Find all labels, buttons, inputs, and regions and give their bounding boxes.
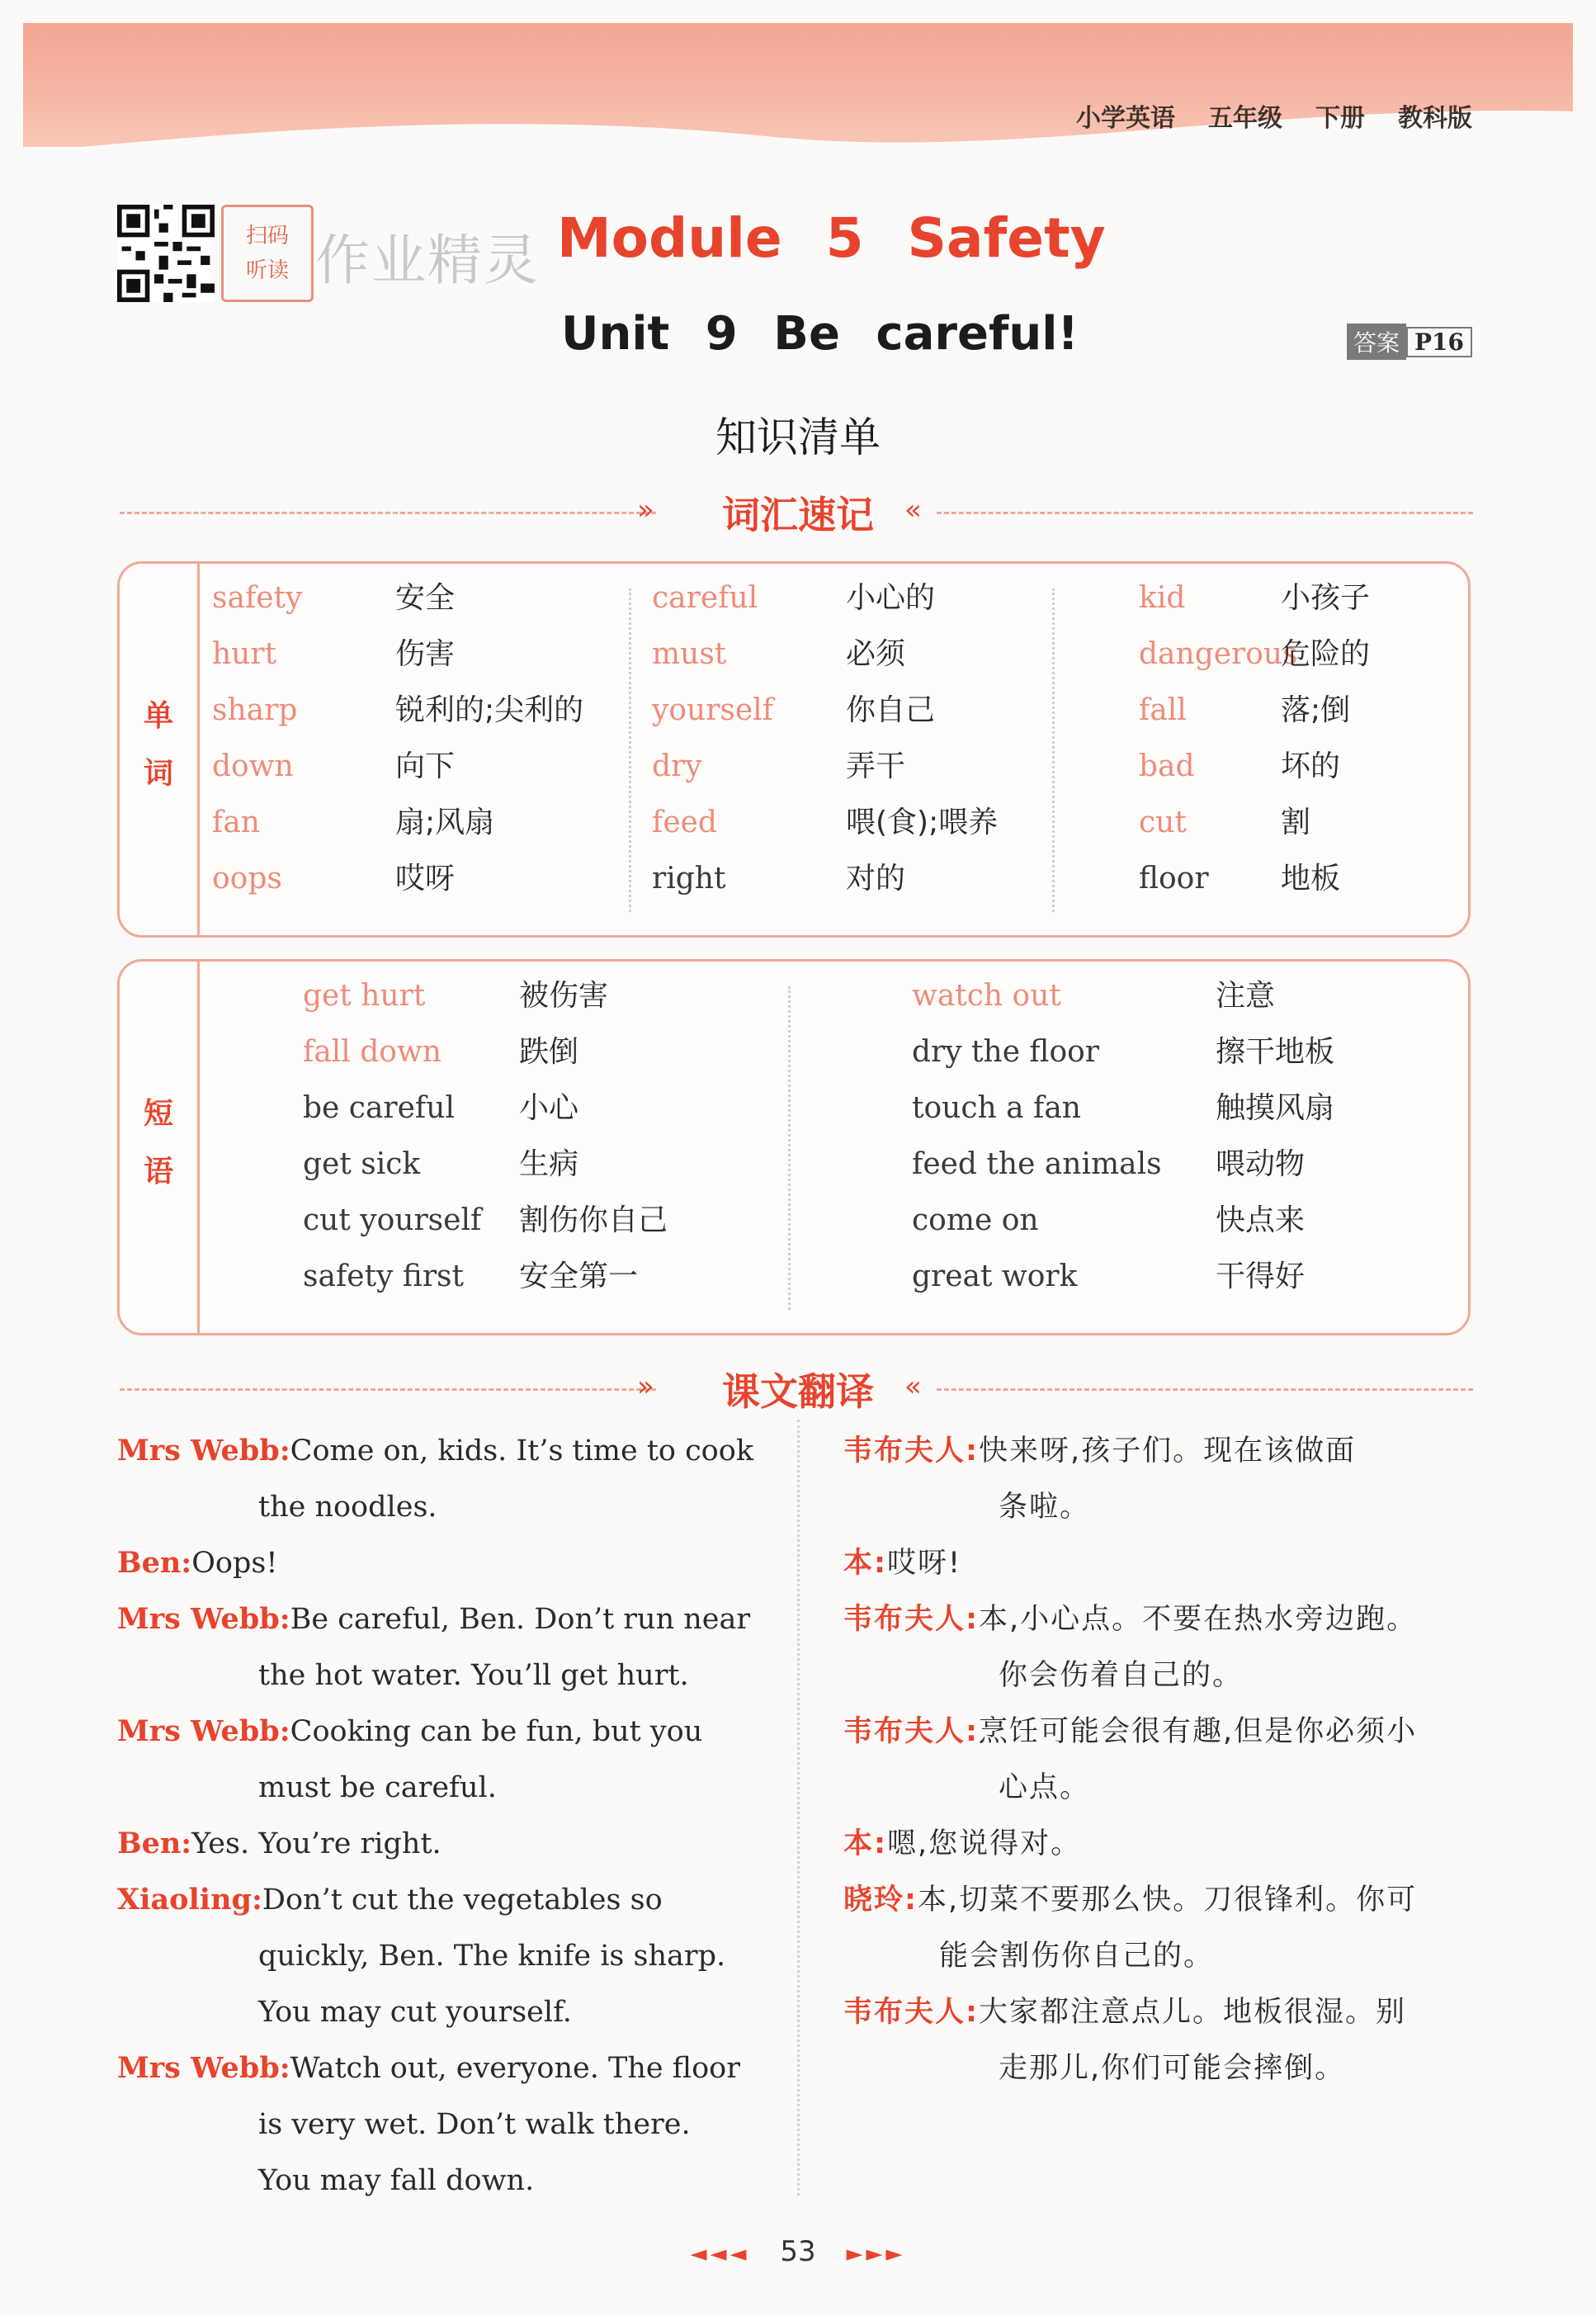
phrases-label-2: 语 <box>143 1155 173 1189</box>
dialogue-line <box>843 1984 1406 2040</box>
book-volume: 下册 <box>1315 104 1365 133</box>
arrow-right-icon: » <box>637 494 654 527</box>
page-number: 53 <box>780 2235 816 2268</box>
dialogue-text: must be careful. <box>258 1771 497 1804</box>
entry-chinese: 安全第一 <box>519 1260 639 1293</box>
dialogue-text: 走那儿,你们可能会摔倒。 <box>999 2052 1346 2085</box>
dialogue-line <box>117 1704 702 1760</box>
entry-english: must <box>652 637 727 671</box>
dialogue-text: Cooking can be fun, but you <box>290 1715 703 1748</box>
entry-chinese: 触摸风扇 <box>1216 1091 1335 1125</box>
entry-english: feed <box>652 806 717 839</box>
qr-code[interactable] <box>117 205 215 302</box>
dialogue-text: 本,切菜不要那么快。刀很锋利。你可 <box>918 1884 1418 1917</box>
phrases-box <box>117 959 1471 1335</box>
dialogue-line <box>843 1704 1417 1760</box>
prev-arrows-icon[interactable]: ◄◄◄ <box>690 2242 750 2266</box>
dialogue-line <box>843 1591 1417 1647</box>
dialogue-text: Watch out, everyone. The floor <box>290 2052 740 2085</box>
entry-chinese: 安全 <box>395 581 456 615</box>
book-subject: 小学英语 <box>1076 104 1175 133</box>
speaker-name: Xiaoling: <box>117 1883 262 1917</box>
dialogue-line <box>843 1816 1081 1872</box>
entry-english: dry the floor <box>912 1035 1100 1069</box>
answer-reference <box>1347 324 1472 360</box>
entry-chinese: 必须 <box>846 637 906 671</box>
dialogue-text: 心点。 <box>999 1771 1091 1804</box>
dialogue-text: 快来呀,孩子们。现在该做面 <box>979 1435 1357 1468</box>
dialogue-line <box>258 1647 689 1704</box>
speaker-name: 晓玲: <box>843 1884 918 1917</box>
entry-chinese: 快点来 <box>1216 1203 1306 1237</box>
vocab-section-title: 词汇速记 <box>722 493 874 537</box>
dialogue-text: Come on, kids. It’s time to cook <box>290 1435 754 1468</box>
entry-english: fall down <box>303 1035 441 1069</box>
dialogue-text: Don’t cut the vegetables so <box>262 1884 663 1917</box>
entry-english: floor <box>1139 862 1209 896</box>
words-box <box>117 561 1471 938</box>
dialogue-line <box>843 1423 1356 1479</box>
dialogue-text: Be careful, Ben. Don’t run near <box>290 1603 751 1636</box>
dialogue-text: 本,小心点。不要在热水旁边跑。 <box>979 1603 1418 1636</box>
arrow-left-icon: « <box>904 494 922 527</box>
dialogue-line <box>117 1423 753 1479</box>
dialogue-text: 大家都注意点儿。地板很湿。别 <box>979 1996 1407 2029</box>
entry-english: watch out <box>912 979 1061 1013</box>
entry-english: dangerous <box>1139 637 1298 671</box>
speaker-name: Mrs Webb: <box>117 2051 290 2085</box>
entry-english: sharp <box>212 693 298 727</box>
entry-chinese: 割伤你自己 <box>519 1203 668 1237</box>
entry-chinese: 危险的 <box>1281 637 1371 671</box>
dialogue-line <box>999 1647 1243 1704</box>
dialogue-line <box>258 1984 572 2040</box>
dialogue-text: quickly, Ben. The knife is sharp. <box>258 1940 726 1973</box>
speaker-name: Ben: <box>117 1827 192 1860</box>
translation-separator <box>797 1420 800 2195</box>
book-grade: 五年级 <box>1208 104 1282 133</box>
dialogue-line <box>843 1872 1417 1928</box>
translation-section-title: 课文翻译 <box>722 1369 874 1414</box>
dialogue-text: 烹饪可能会很有趣,但是你必须小 <box>979 1715 1418 1748</box>
dialogue-line <box>258 1928 725 1984</box>
speaker-name: 韦布夫人: <box>843 1996 979 2029</box>
entry-english: feed the animals <box>912 1147 1162 1181</box>
answer-tag: 答案 <box>1347 324 1406 360</box>
entry-english: down <box>212 749 294 783</box>
entry-chinese: 坏的 <box>1281 749 1341 783</box>
dialogue-text: You may fall down. <box>258 2164 535 2197</box>
entry-english: fan <box>212 806 260 839</box>
dialogue-text: Oops! <box>191 1547 278 1580</box>
entry-chinese: 小心的 <box>846 581 936 615</box>
dialogue-line <box>258 1760 497 1816</box>
entry-chinese: 锐利的;尖利的 <box>395 693 584 727</box>
dialogue-text: 能会割伤你自己的。 <box>939 1940 1215 1973</box>
divider-right <box>937 1388 1473 1391</box>
entry-chinese: 向下 <box>395 749 456 783</box>
entry-english: careful <box>652 581 758 615</box>
dialogue-line <box>939 1928 1214 1984</box>
words-label-2: 词 <box>143 757 173 791</box>
entry-english: touch a fan <box>912 1091 1081 1125</box>
entry-chinese: 割 <box>1281 806 1311 839</box>
entry-english: get hurt <box>303 979 426 1013</box>
dialogue-text: You may cut yourself. <box>258 1996 572 2029</box>
entry-chinese: 喂动物 <box>1216 1147 1306 1181</box>
entry-chinese: 落;倒 <box>1281 693 1351 727</box>
phrases-sidebar <box>120 962 200 1333</box>
speaker-name: Ben: <box>117 1546 192 1580</box>
entry-chinese: 你自己 <box>846 693 936 727</box>
dialogue-line <box>117 1535 277 1591</box>
scan-line-2: 听读 <box>245 258 289 283</box>
words-label-1: 单 <box>143 699 173 733</box>
speaker-name: Mrs Webb: <box>117 1602 290 1636</box>
dialogue-line <box>999 1760 1090 1816</box>
dialogue-text: 哎呀! <box>887 1547 962 1580</box>
entry-english: fall <box>1139 693 1187 727</box>
dialogue-line <box>117 1816 441 1872</box>
speaker-name: 韦布夫人: <box>843 1603 979 1636</box>
dialogue-text: 嗯,您说得对。 <box>887 1827 1082 1860</box>
footer <box>0 2235 1596 2268</box>
entry-chinese: 擦干地板 <box>1216 1035 1335 1069</box>
module-title: Module 5 Safety <box>557 206 1106 270</box>
entry-chinese: 扇;风扇 <box>395 806 495 839</box>
entry-english: hurt <box>212 637 277 671</box>
speaker-name: 韦布夫人: <box>843 1435 979 1468</box>
speaker-name: Mrs Webb: <box>117 1714 290 1748</box>
dialogue-text: the hot water. You’ll get hurt. <box>258 1659 689 1692</box>
entry-english: get sick <box>303 1147 421 1181</box>
entry-chinese: 小心 <box>519 1091 579 1125</box>
speaker-name: 本: <box>843 1547 887 1580</box>
phrases-label-1: 短 <box>143 1097 173 1131</box>
entry-chinese: 注意 <box>1216 979 1276 1013</box>
entry-english: great work <box>912 1260 1078 1293</box>
unit-title: Unit 9 Be careful! <box>561 307 1079 361</box>
entry-english: yourself <box>652 693 774 727</box>
entry-english: safety <box>212 581 303 615</box>
watermark: 作业精灵 <box>315 229 540 292</box>
dialogue-text: Yes. You’re right. <box>191 1827 441 1860</box>
dialogue-line <box>258 2096 691 2153</box>
entry-english: kid <box>1139 581 1186 615</box>
divider-right <box>937 512 1473 514</box>
entry-chinese: 喂(食);喂养 <box>846 806 999 839</box>
scan-line-1: 扫码 <box>245 224 289 248</box>
arrow-right-icon: » <box>637 1370 654 1403</box>
entry-english: cut <box>1139 806 1187 839</box>
dialogue-text: 条啦。 <box>999 1491 1091 1524</box>
knowledge-list-title: 知识清单 <box>715 414 881 461</box>
entry-chinese: 哎呀 <box>395 862 456 896</box>
speaker-name: 本: <box>843 1827 887 1860</box>
entry-english: bad <box>1139 749 1195 783</box>
dialogue-line <box>258 2153 534 2209</box>
entry-chinese: 干得好 <box>1216 1260 1306 1293</box>
entry-chinese: 被伤害 <box>519 979 609 1013</box>
col-separator <box>788 986 791 1310</box>
entry-chinese: 生病 <box>519 1147 579 1181</box>
speaker-name: 韦布夫人: <box>843 1715 979 1748</box>
col-separator <box>1052 588 1055 912</box>
entry-chinese: 弄干 <box>846 749 906 783</box>
entry-english: be careful <box>303 1091 455 1125</box>
entry-chinese: 小孩子 <box>1281 581 1371 615</box>
entry-chinese: 对的 <box>846 862 906 896</box>
dialogue-text: the noodles. <box>258 1491 437 1524</box>
entry-english: right <box>652 862 726 896</box>
arrow-left-icon: « <box>904 1370 922 1403</box>
scan-to-listen-label[interactable] <box>221 205 314 302</box>
entry-chinese: 地板 <box>1281 862 1341 896</box>
speaker-name: Mrs Webb: <box>117 1434 290 1468</box>
entry-chinese: 跌倒 <box>519 1035 579 1069</box>
answer-page: P16 <box>1406 327 1472 357</box>
dialogue-text: 你会伤着自己的。 <box>999 1659 1244 1692</box>
entry-chinese: 伤害 <box>395 637 456 671</box>
dialogue-text: is very wet. Don’t walk there. <box>258 2108 691 2141</box>
entry-english: dry <box>652 749 702 783</box>
dialogue-line <box>117 1591 750 1647</box>
col-separator <box>629 588 631 912</box>
dialogue-line <box>999 1479 1090 1535</box>
book-info <box>1076 97 1472 134</box>
dialogue-line <box>258 1479 437 1535</box>
dialogue-line <box>843 1535 961 1591</box>
dialogue-line <box>117 2040 740 2096</box>
dialogue-line <box>999 2040 1345 2096</box>
entry-english: cut yourself <box>303 1203 482 1237</box>
entry-english: oops <box>212 862 282 896</box>
book-edition: 教科版 <box>1398 104 1472 133</box>
words-sidebar <box>120 564 200 935</box>
next-arrows-icon[interactable]: ►►► <box>846 2242 906 2266</box>
dialogue-line <box>117 1872 663 1928</box>
entry-english: safety first <box>303 1260 464 1293</box>
entry-english: come on <box>912 1203 1039 1237</box>
